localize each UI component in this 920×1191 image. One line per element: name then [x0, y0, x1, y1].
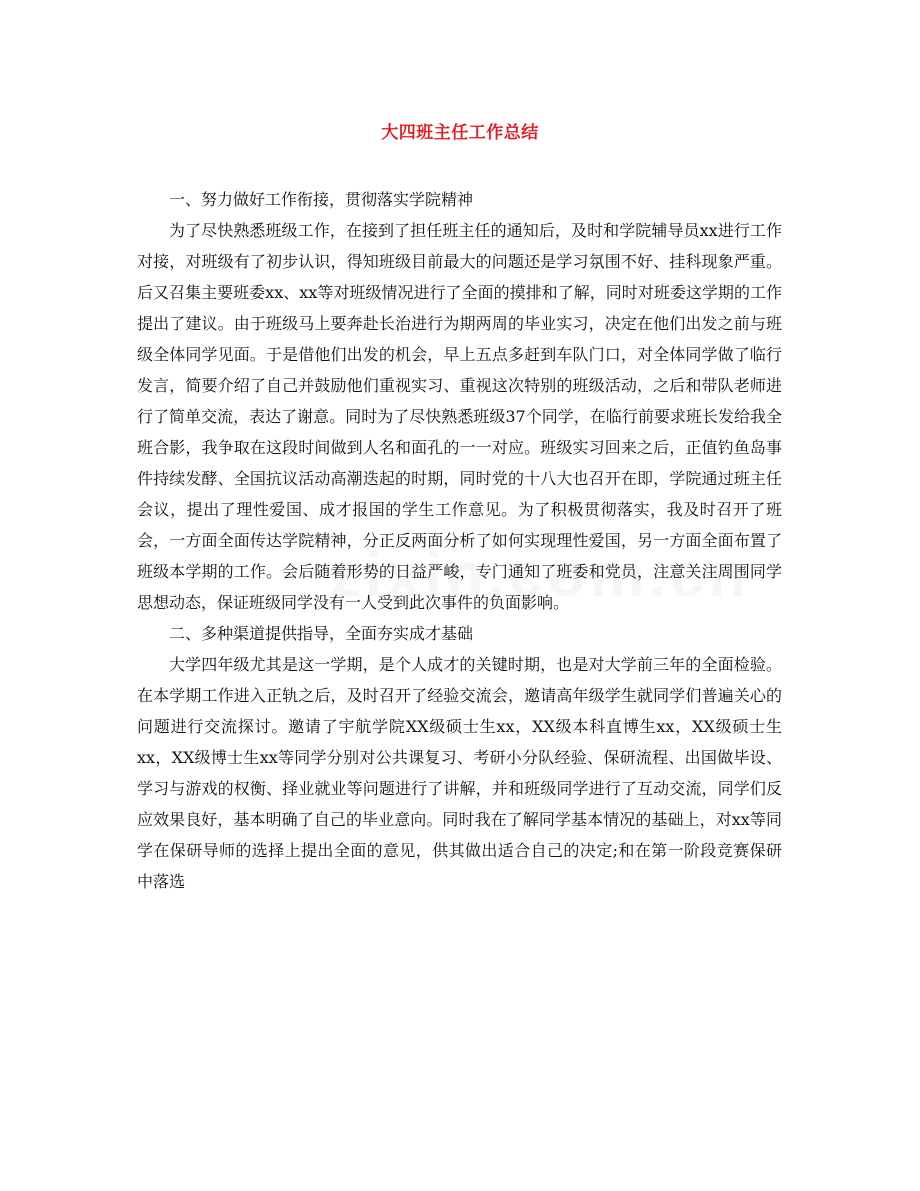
section-heading-1: 一、努力做好工作衔接，贯彻落实学院精神 [169, 190, 474, 209]
document-title: 大四班主任工作总结 [381, 123, 539, 143]
paragraph-2: 大学四年级尤其是这一学期，是个人成才的关键时期，也是对大学前三年的全面检验。在本学期工作进入正轨之后，及时召开了经验交流会，邀请高年级学生就同学们普遍关心的问题进行交流探讨。邀请了宇航学院XX级硕士生xx，XX级本科直博生xx，XX级硕士生xx，XX级博士生xx等同学分别对公共课复习、考研小分队经验、保研流程、出国做毕设、学习与游戏的权衡、择业就业等问题进行了讲解，并和班级同学进行了互动交流，同学们反应效果良好，基本明确了自己的毕业意向。同时我在了解同学基本情况的基础上，对xx等同学在保研导师的选择上提出全面的意见，供其做出适合自己的决定;和在第一阶段竞赛保研中落选 [137, 655, 782, 891]
document-body [137, 184, 782, 897]
paragraph-1: 为了尽快熟悉班级工作，在接到了担任班主任的通知后，及时和学院辅导员xx进行工作对接，对班级有了初步认识，得知班级目前最大的问题还是学习氛围不好、挂科现象严重。后又召集主要班委xx、xx等对班级情况进行了全面的摸排和了解，同时对班委这学期的工作提出了建议。由于班级马上要奔赴长治进行为期两周的毕业实习，决定在他们出发之前与班级全体同学见面。于是借他们出发的机会，早上五点多赶到车队门口，对全体同学做了临行发言，简要介绍了自己并鼓励他们重视实习、重视这次特别的班级活动，之后和带队老师进行了简单交流，表达了谢意。同时为了尽快熟悉班级37个同学，在临行前要求班长发给我全班合影，我争取在这段时间做到人名和面孔的一一对应。班级实习回来之后，正值钓鱼岛事件持续发酵、全国抗议活动高潮迭起的时期，同时党的十八大也召开在即，学院通过班主任会议，提出了理性爱国、成才报国的学生工作意见。为了积极贯彻落实，我及时召开了班会，一方面全面传达学院精神，分正反两面分析了如何实现理性爱国，另一方面全面布置了班级本学期的工作。会后随着形势的日益严峻，专门通知了班委和党员，注意关注周围同学思想动态，保证班级同学没有一人受到此次事件的负面影响。 [137, 221, 782, 612]
section-heading-2: 二、多种渠道提供指导，全面夯实成才基础 [169, 624, 474, 643]
